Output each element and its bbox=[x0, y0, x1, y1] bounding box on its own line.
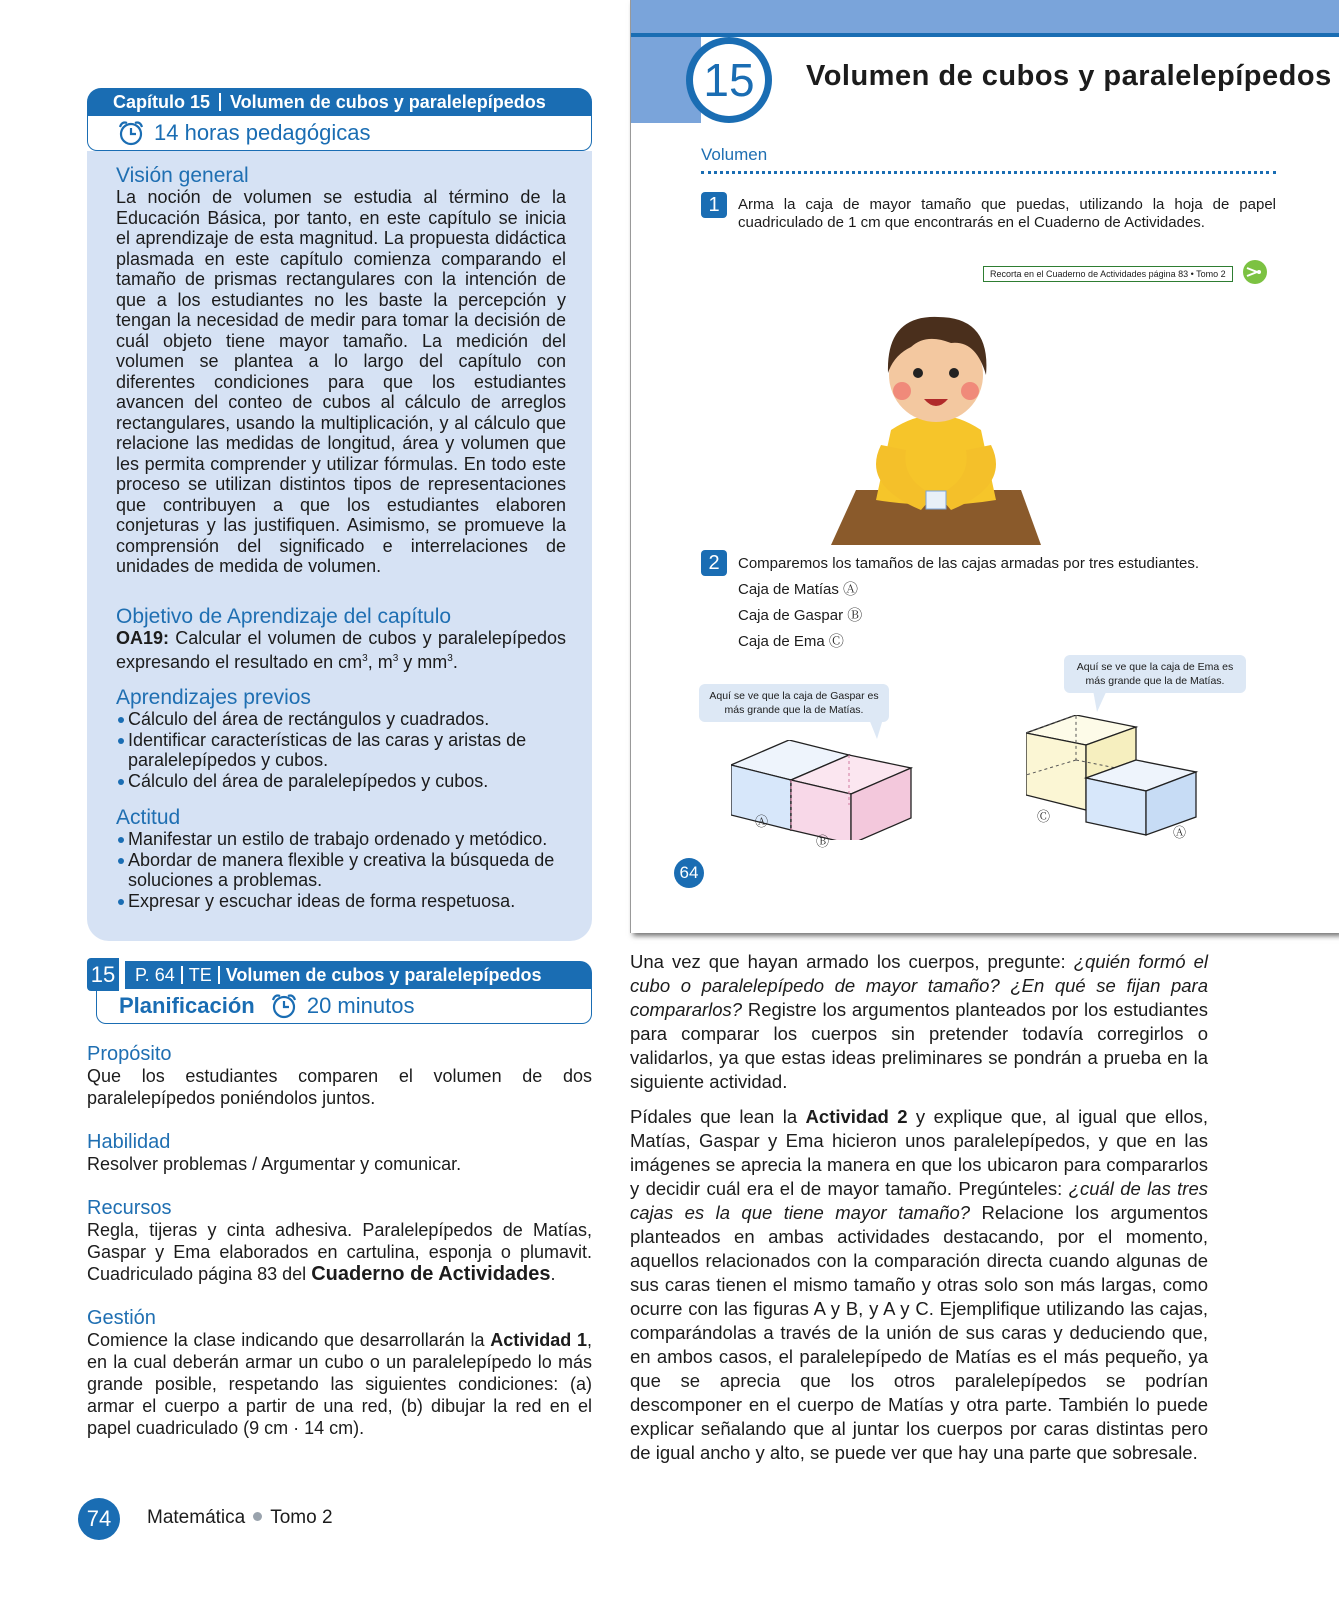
plan-label: Planificación bbox=[119, 993, 255, 1018]
resources-text: Regla, tijeras y cinta adhesiva. Paralelepípedos de Matías, Gaspar y Ema elaborados en cartulina, esponja o plumavit. Cuadriculado página 83 del Cuaderno de Actividades. bbox=[87, 1220, 592, 1285]
unit-text: , m bbox=[367, 651, 393, 672]
unit-exp: 3 bbox=[362, 652, 368, 664]
attitude-section bbox=[116, 807, 566, 911]
text-run: Registre los argumentos planteados por los estudiantes para comparar los cuerpos sin pretender todavía corregirlos o validarlos, ya que estas ideas preliminares se pondrán a prueba en la siguiente actividad. bbox=[630, 999, 1209, 1092]
section-label: Volumen bbox=[701, 145, 768, 164]
plan-te: TE bbox=[188, 965, 212, 985]
unit-exp: 3 bbox=[447, 652, 453, 664]
attitude-list bbox=[116, 829, 566, 911]
plan-minutes: 20 minutos bbox=[306, 993, 415, 1018]
activity-2-badge: 2 bbox=[701, 550, 727, 576]
overview-title: Visión general bbox=[116, 164, 249, 187]
activity-2-text: Comparemos los tamaños de las cajas armadas por tres estudiantes. bbox=[738, 555, 1200, 572]
overview-section bbox=[116, 165, 566, 577]
list-item: Expresar y escuchar ideas de forma respetuosa. bbox=[116, 891, 566, 912]
separator bbox=[218, 966, 220, 984]
list-item: Caja de Ema Ⓒ bbox=[738, 633, 844, 650]
management-pre: Comience la clase indicando que desarrollarán la bbox=[87, 1330, 485, 1350]
list-item: Identificar características de las caras y aristas de paralelepípedos y cubos. bbox=[116, 730, 566, 771]
alarm-clock-icon bbox=[269, 992, 299, 1020]
footer-page-number: 74 bbox=[78, 1498, 120, 1540]
chapter-label: Capítulo 15 bbox=[113, 92, 211, 112]
alarm-clock-icon bbox=[116, 119, 146, 147]
management-title: Gestión bbox=[87, 1307, 156, 1329]
resources-bold: Cuaderno de Actividades bbox=[311, 1263, 551, 1285]
right-column-text bbox=[630, 950, 1208, 1465]
list-item: Caja de Matías Ⓐ bbox=[738, 581, 859, 598]
chapter-title: Volumen de cubos y paralelepípedos bbox=[230, 92, 546, 112]
resources-desc: Regla, tijeras y cinta adhesiva. Paralelepípedos de Matías, Gaspar y Ema elaborados en cartulina, esponja o plumavit. Cuadriculado página 83 del bbox=[87, 1220, 592, 1284]
prev-list bbox=[116, 709, 566, 791]
separator bbox=[219, 93, 221, 111]
objective-desc: Calcular el volumen de cubos y paralelepípedos expresando el resultado en cm bbox=[116, 628, 566, 672]
unit-text: y mm bbox=[398, 651, 448, 672]
list-item: Caja de Gaspar Ⓑ bbox=[738, 607, 863, 624]
footer-text bbox=[147, 1507, 333, 1529]
management-post: , en la cual deberán armar un cubo o un paralelepípedo lo más grande posible, respetando las siguientes condiciones: (a) armar el cuerpo a partir de una red, (b) dibujar la red en el papel cuadriculado (9 cm · 14 cm). bbox=[87, 1330, 592, 1438]
previous-learning-section bbox=[116, 687, 566, 791]
plan-title: Volumen de cubos y paralelepípedos bbox=[225, 965, 542, 985]
objective-title: Objetivo de Aprendizaje del capítulo bbox=[116, 605, 452, 628]
objective-text bbox=[116, 628, 566, 672]
bubble-tail bbox=[1093, 690, 1107, 712]
objective-code: OA19: bbox=[116, 628, 170, 648]
hours-box bbox=[87, 116, 592, 151]
text-run: y explique que, al igual que ellos, Matías, Gaspar y Ema hicieron unos paralelepípedos, y que en las imágenes se aprecia la manera en que los ubicaron para compararlos y decidir cuál era el de mayor tamaño. Pregúnteles: bbox=[630, 1106, 1209, 1199]
unit-text: . bbox=[452, 651, 458, 672]
footer-subject: Matemática bbox=[147, 1507, 246, 1528]
textbook-page bbox=[630, 0, 1339, 933]
label-a: Ⓐ bbox=[1173, 825, 1187, 840]
list-item: Cálculo del área de rectángulos y cuadrados. bbox=[116, 709, 566, 730]
paragraph bbox=[630, 1105, 1208, 1465]
list-item: Cálculo del área de paralelepípedos y cubos. bbox=[116, 771, 566, 792]
overview-text: La noción de volumen se estudia al término de la Educación Básica, por tanto, en este capítulo se inicia el aprendizaje de esta magnitud. La propuesta didáctica plasmada en este capítulo comienza comparando el tamaño de prismas rectangulares con la intención de que a los estudiantes no les baste la percepción y tengan la necesidad de medir para tomar la decisión de cuál objeto tiene mayor tamaño. La medición del volumen se plantea a lo largo del capítulo con diferentes condiciones para que los estudiantes avancen del conteo de cubos al cálculo de arreglos rectangulares, usando la multiplicación, y al cálculo que relacione las medidas de longitud, área y volumen que les permita comprender y utilizar fórmulas. En todo este proceso se utilizan distintos tipos de representaciones que contribuyen a que los estudiantes elaboren conjeturas y las justifiquen. Asimismo, se promueve la comprensión del significado e interrelaciones de unidades de medida de volumen. bbox=[116, 187, 566, 576]
activity-1-badge: 1 bbox=[701, 192, 727, 218]
dotted-divider bbox=[701, 171, 1276, 174]
speech-bubble-right: Aquí se ve que la caja de Ema es más grande que la de Matías. bbox=[1064, 655, 1246, 693]
separator-dot bbox=[253, 1512, 262, 1521]
activity-1-text: Arma la caja de mayor tamaño que puedas, utilizando la hoja de papel cuadriculado de 1 cm que encontrarás en el Cuaderno de Actividades. bbox=[738, 196, 1276, 231]
resources-title: Recursos bbox=[87, 1197, 172, 1219]
text-run: Pídales que lean la bbox=[630, 1106, 798, 1127]
label-a: Ⓐ bbox=[755, 814, 769, 829]
chapter-number: 15 bbox=[693, 44, 765, 116]
plan-box bbox=[96, 989, 592, 1024]
label-c: Ⓒ bbox=[1037, 809, 1051, 824]
plan-number-badge: 15 bbox=[87, 958, 119, 991]
cutout-reference: Recorta en el Cuaderno de Actividades página 83 • Tomo 2 bbox=[983, 266, 1233, 282]
skill-title: Habilidad bbox=[87, 1131, 171, 1153]
management-bold: Actividad 1 bbox=[490, 1330, 587, 1350]
plan-content bbox=[87, 1043, 592, 1439]
footer-volume: Tomo 2 bbox=[270, 1507, 333, 1528]
attitude-title: Actitud bbox=[116, 806, 181, 829]
separator bbox=[181, 966, 183, 984]
speech-bubble-left: Aquí se ve que la caja de Gaspar es más grande que la de Matías. bbox=[699, 684, 889, 722]
bold-activity: Actividad 2 bbox=[805, 1106, 908, 1127]
list-item: Abordar de manera flexible y creativa la búsqueda de soluciones a problemas. bbox=[116, 850, 566, 891]
chapter-header bbox=[87, 88, 592, 116]
plan-header bbox=[125, 961, 592, 989]
chapter-number-badge bbox=[686, 37, 772, 123]
objective-section bbox=[116, 606, 566, 672]
page-number-badge: 64 bbox=[674, 858, 704, 888]
paragraph bbox=[630, 950, 1208, 1094]
unit-exp: 3 bbox=[392, 652, 399, 664]
scissors-icon bbox=[1243, 260, 1267, 284]
management-text bbox=[87, 1329, 592, 1439]
plan-page-ref: P. 64 bbox=[135, 965, 175, 985]
purpose-title: Propósito bbox=[87, 1043, 172, 1065]
italic-question: ¿cuál de las tres cajas es la que tiene mayor tamaño? bbox=[630, 1178, 1209, 1223]
label-b: Ⓑ bbox=[816, 834, 830, 849]
text-run: Una vez que hayan armado los cuerpos, pregunte: bbox=[630, 951, 1066, 972]
page-title: Volumen de cubos y paralelepípedos bbox=[806, 60, 1332, 92]
purpose-text: Que los estudiantes comparen el volumen de dos paralelepípedos poniéndolos juntos. bbox=[87, 1066, 592, 1108]
boy-illustration bbox=[826, 295, 1046, 550]
italic-question: ¿quién formó el cubo o paralelepípedo de mayor tamaño? ¿En qué se fijan para compararlos? bbox=[630, 951, 1209, 1020]
hours-text: 14 horas pedagógicas bbox=[154, 120, 371, 145]
bubble-tail bbox=[869, 719, 883, 739]
text-run: Relacione los argumentos planteados en ambas actividades destacando, por el momento, aquellos relacionados con la comparación directa cuando algunas de sus caras tienen el mismo tamaño y otras solo son más largas, como ocurre con las figuras A y B, y A y C. Ejemplifique utilizando las cajas, comparándolas a través de la unión de sus caras y deduciendo que, en ambos casos, el paralelepípedo de Matías es el más pequeño, ya que se aprecia que los otros paralelepípedos se podrían descomponer en el cuerpo de Matías y otra parte. También lo puede explicar señalando que al juntar los cuerpos por caras distintas pero de igual ancho y alto, se puede ver que hay una parte que sobresale. bbox=[630, 1202, 1209, 1463]
prev-title: Aprendizajes previos bbox=[116, 686, 311, 709]
skill-text: Resolver problemas / Argumentar y comunicar. bbox=[87, 1154, 462, 1174]
list-item: Manifestar un estilo de trabajo ordenado y metódico. bbox=[116, 829, 566, 850]
box-list bbox=[738, 577, 862, 655]
